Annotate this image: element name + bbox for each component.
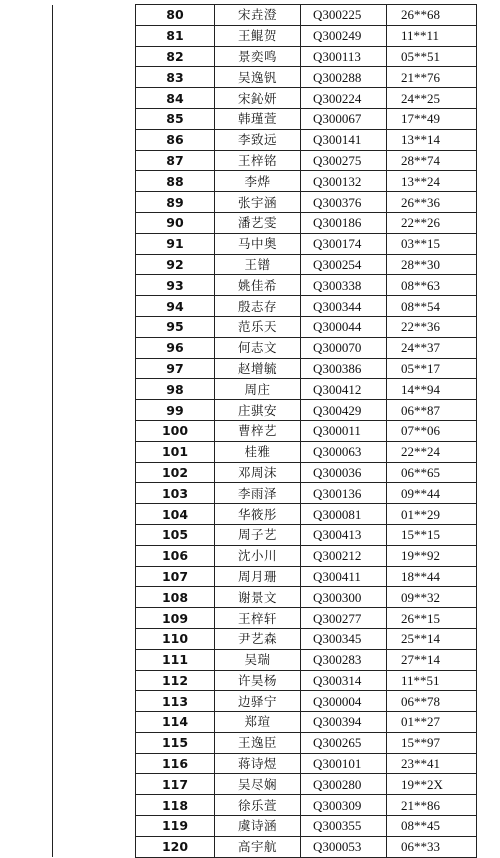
student-code-cell: Q300136 <box>301 483 387 504</box>
table-row <box>53 358 477 379</box>
table-row <box>53 670 477 691</box>
masked-id-cell: 18**44 <box>387 566 477 587</box>
table-row <box>53 836 477 857</box>
student-name-cell: 蒋诗煜 <box>215 753 301 774</box>
student-name-cell: 韩瑾萱 <box>215 108 301 129</box>
table-row <box>53 504 477 525</box>
student-name-cell: 李雨泽 <box>215 483 301 504</box>
student-code-cell: Q300386 <box>301 358 387 379</box>
student-name-cell: 虞诗涵 <box>215 816 301 837</box>
student-code-cell: Q300355 <box>301 816 387 837</box>
table-row <box>53 712 477 733</box>
blank-cell <box>53 192 136 213</box>
masked-id-cell: 17**49 <box>387 108 477 129</box>
blank-cell <box>53 67 136 88</box>
table-row <box>53 483 477 504</box>
student-name-cell: 王梓铭 <box>215 150 301 171</box>
masked-id-cell: 01**29 <box>387 504 477 525</box>
blank-cell <box>53 462 136 483</box>
student-code-cell: Q300314 <box>301 670 387 691</box>
masked-id-cell: 23**41 <box>387 753 477 774</box>
masked-id-cell: 21**76 <box>387 67 477 88</box>
row-number-cell: 108 <box>136 587 215 608</box>
masked-id-cell: 06**87 <box>387 400 477 421</box>
blank-cell <box>53 504 136 525</box>
row-number-cell: 104 <box>136 504 215 525</box>
blank-cell <box>53 129 136 150</box>
student-name-cell: 郑瑄 <box>215 712 301 733</box>
student-code-cell: Q300225 <box>301 5 387 26</box>
table-row <box>53 337 477 358</box>
blank-cell <box>53 358 136 379</box>
masked-id-cell: 11**11 <box>387 25 477 46</box>
student-code-cell: Q300113 <box>301 46 387 67</box>
blank-cell <box>53 400 136 421</box>
student-name-cell: 王鲲贺 <box>215 25 301 46</box>
blank-cell <box>53 712 136 733</box>
row-number-cell: 81 <box>136 25 215 46</box>
masked-id-cell: 11**51 <box>387 670 477 691</box>
blank-cell <box>53 670 136 691</box>
student-list-table <box>52 4 477 858</box>
student-code-cell: Q300224 <box>301 88 387 109</box>
blank-cell <box>53 795 136 816</box>
table-row <box>53 691 477 712</box>
row-number-cell: 95 <box>136 316 215 337</box>
row-number-cell: 80 <box>136 5 215 26</box>
blank-cell <box>53 337 136 358</box>
student-name-cell: 潘艺雯 <box>215 212 301 233</box>
blank-cell <box>53 774 136 795</box>
student-code-cell: Q300044 <box>301 316 387 337</box>
masked-id-cell: 28**74 <box>387 150 477 171</box>
student-name-cell: 邓周沫 <box>215 462 301 483</box>
student-name-cell: 赵增毓 <box>215 358 301 379</box>
masked-id-cell: 19**2X <box>387 774 477 795</box>
student-code-cell: Q300141 <box>301 129 387 150</box>
masked-id-cell: 26**36 <box>387 192 477 213</box>
student-code-cell: Q300288 <box>301 67 387 88</box>
blank-cell <box>53 545 136 566</box>
table-row <box>53 233 477 254</box>
blank-cell <box>53 316 136 337</box>
masked-id-cell: 06**78 <box>387 691 477 712</box>
row-number-cell: 99 <box>136 400 215 421</box>
student-code-cell: Q300063 <box>301 441 387 462</box>
table-row <box>53 5 477 26</box>
row-number-cell: 97 <box>136 358 215 379</box>
row-number-cell: 90 <box>136 212 215 233</box>
masked-id-cell: 06**33 <box>387 836 477 857</box>
blank-cell <box>53 628 136 649</box>
masked-id-cell: 01**27 <box>387 712 477 733</box>
blank-cell <box>53 88 136 109</box>
masked-id-cell: 15**15 <box>387 524 477 545</box>
table-row <box>53 462 477 483</box>
table-row <box>53 275 477 296</box>
student-code-cell: Q300067 <box>301 108 387 129</box>
table-row <box>53 420 477 441</box>
table-row <box>53 732 477 753</box>
blank-cell <box>53 379 136 400</box>
table-row <box>53 150 477 171</box>
table-row <box>53 67 477 88</box>
student-name-cell: 张宇涵 <box>215 192 301 213</box>
student-name-cell: 徐乐萱 <box>215 795 301 816</box>
student-name-cell: 王逸臣 <box>215 732 301 753</box>
row-number-cell: 115 <box>136 732 215 753</box>
blank-cell <box>53 212 136 233</box>
student-name-cell: 边驿宁 <box>215 691 301 712</box>
blank-cell <box>53 524 136 545</box>
row-number-cell: 113 <box>136 691 215 712</box>
student-name-cell: 范乐天 <box>215 316 301 337</box>
table-row <box>53 379 477 400</box>
table-row <box>53 88 477 109</box>
student-code-cell: Q300309 <box>301 795 387 816</box>
blank-cell <box>53 420 136 441</box>
masked-id-cell: 08**63 <box>387 275 477 296</box>
table-row <box>53 129 477 150</box>
blank-cell <box>53 753 136 774</box>
table-row <box>53 545 477 566</box>
row-number-cell: 101 <box>136 441 215 462</box>
blank-cell <box>53 233 136 254</box>
student-code-cell: Q300265 <box>301 732 387 753</box>
row-number-cell: 119 <box>136 816 215 837</box>
table-row <box>53 171 477 192</box>
student-code-cell: Q300174 <box>301 233 387 254</box>
table-row <box>53 441 477 462</box>
student-name-cell: 吴尽娴 <box>215 774 301 795</box>
masked-id-cell: 05**17 <box>387 358 477 379</box>
masked-id-cell: 21**86 <box>387 795 477 816</box>
student-name-cell: 高宇航 <box>215 836 301 857</box>
masked-id-cell: 03**15 <box>387 233 477 254</box>
row-number-cell: 93 <box>136 275 215 296</box>
student-name-cell: 华筱彤 <box>215 504 301 525</box>
masked-id-cell: 28**30 <box>387 254 477 275</box>
row-number-cell: 89 <box>136 192 215 213</box>
blank-cell <box>53 108 136 129</box>
table-row <box>53 316 477 337</box>
student-name-cell: 马中奥 <box>215 233 301 254</box>
student-name-cell: 宋鈊妍 <box>215 88 301 109</box>
table-row <box>53 795 477 816</box>
row-number-cell: 118 <box>136 795 215 816</box>
row-number-cell: 120 <box>136 836 215 857</box>
table-row <box>53 753 477 774</box>
masked-id-cell: 26**68 <box>387 5 477 26</box>
student-code-cell: Q300344 <box>301 296 387 317</box>
student-name-cell: 王镨 <box>215 254 301 275</box>
row-number-cell: 105 <box>136 524 215 545</box>
student-code-cell: Q300053 <box>301 836 387 857</box>
row-number-cell: 85 <box>136 108 215 129</box>
student-name-cell: 沈小川 <box>215 545 301 566</box>
student-name-cell: 王梓轩 <box>215 608 301 629</box>
student-code-cell: Q300081 <box>301 504 387 525</box>
masked-id-cell: 24**25 <box>387 88 477 109</box>
table-row <box>53 608 477 629</box>
row-number-cell: 91 <box>136 233 215 254</box>
row-number-cell: 107 <box>136 566 215 587</box>
row-number-cell: 87 <box>136 150 215 171</box>
student-name-cell: 宋垚澄 <box>215 5 301 26</box>
table-row <box>53 566 477 587</box>
row-number-cell: 117 <box>136 774 215 795</box>
student-code-cell: Q300070 <box>301 337 387 358</box>
table-row <box>53 628 477 649</box>
student-name-cell: 姚佳希 <box>215 275 301 296</box>
student-name-cell: 何志文 <box>215 337 301 358</box>
student-name-cell: 吴瑞 <box>215 649 301 670</box>
masked-id-cell: 19**92 <box>387 545 477 566</box>
blank-cell <box>53 816 136 837</box>
student-code-cell: Q300412 <box>301 379 387 400</box>
student-name-cell: 周月珊 <box>215 566 301 587</box>
student-code-cell: Q300275 <box>301 150 387 171</box>
table-row <box>53 400 477 421</box>
table-row <box>53 816 477 837</box>
student-name-cell: 谢景文 <box>215 587 301 608</box>
student-code-cell: Q300249 <box>301 25 387 46</box>
blank-cell <box>53 25 136 46</box>
row-number-cell: 82 <box>136 46 215 67</box>
student-name-cell: 殷志存 <box>215 296 301 317</box>
table-row <box>53 108 477 129</box>
student-code-cell: Q300132 <box>301 171 387 192</box>
masked-id-cell: 06**65 <box>387 462 477 483</box>
masked-id-cell: 24**37 <box>387 337 477 358</box>
student-name-cell: 庄骐安 <box>215 400 301 421</box>
blank-cell <box>53 150 136 171</box>
masked-id-cell: 22**36 <box>387 316 477 337</box>
row-number-cell: 86 <box>136 129 215 150</box>
row-number-cell: 103 <box>136 483 215 504</box>
table-body <box>53 5 477 858</box>
student-name-cell: 李烨 <box>215 171 301 192</box>
row-number-cell: 100 <box>136 420 215 441</box>
student-name-cell: 周庄 <box>215 379 301 400</box>
row-number-cell: 94 <box>136 296 215 317</box>
student-code-cell: Q300254 <box>301 254 387 275</box>
student-name-cell: 景奕鸣 <box>215 46 301 67</box>
blank-cell <box>53 732 136 753</box>
row-number-cell: 116 <box>136 753 215 774</box>
blank-cell <box>53 296 136 317</box>
student-code-cell: Q300429 <box>301 400 387 421</box>
student-name-cell: 吴逸钒 <box>215 67 301 88</box>
masked-id-cell: 13**24 <box>387 171 477 192</box>
row-number-cell: 96 <box>136 337 215 358</box>
masked-id-cell: 07**06 <box>387 420 477 441</box>
student-code-cell: Q300338 <box>301 275 387 296</box>
student-code-cell: Q300011 <box>301 420 387 441</box>
masked-id-cell: 22**26 <box>387 212 477 233</box>
blank-cell <box>53 587 136 608</box>
student-name-cell: 曹梓艺 <box>215 420 301 441</box>
row-number-cell: 84 <box>136 88 215 109</box>
table-row <box>53 649 477 670</box>
table-row <box>53 212 477 233</box>
masked-id-cell: 08**45 <box>387 816 477 837</box>
masked-id-cell: 26**15 <box>387 608 477 629</box>
masked-id-cell: 15**97 <box>387 732 477 753</box>
blank-cell <box>53 441 136 462</box>
masked-id-cell: 09**32 <box>387 587 477 608</box>
row-number-cell: 98 <box>136 379 215 400</box>
row-number-cell: 88 <box>136 171 215 192</box>
blank-cell <box>53 836 136 857</box>
student-code-cell: Q300212 <box>301 545 387 566</box>
masked-id-cell: 14**94 <box>387 379 477 400</box>
row-number-cell: 114 <box>136 712 215 733</box>
blank-cell <box>53 649 136 670</box>
table-row <box>53 254 477 275</box>
blank-cell <box>53 46 136 67</box>
table-row <box>53 46 477 67</box>
blank-cell <box>53 254 136 275</box>
row-number-cell: 106 <box>136 545 215 566</box>
table-row <box>53 296 477 317</box>
masked-id-cell: 22**24 <box>387 441 477 462</box>
student-code-cell: Q300394 <box>301 712 387 733</box>
row-number-cell: 111 <box>136 649 215 670</box>
row-number-cell: 92 <box>136 254 215 275</box>
table-row <box>53 25 477 46</box>
student-name-cell: 桂雅 <box>215 441 301 462</box>
masked-id-cell: 25**14 <box>387 628 477 649</box>
blank-cell <box>53 275 136 296</box>
blank-cell <box>53 566 136 587</box>
student-name-cell: 周子艺 <box>215 524 301 545</box>
row-number-cell: 112 <box>136 670 215 691</box>
masked-id-cell: 13**14 <box>387 129 477 150</box>
blank-cell <box>53 691 136 712</box>
student-code-cell: Q300413 <box>301 524 387 545</box>
blank-cell <box>53 171 136 192</box>
student-code-cell: Q300186 <box>301 212 387 233</box>
student-code-cell: Q300283 <box>301 649 387 670</box>
blank-cell <box>53 5 136 26</box>
student-code-cell: Q300280 <box>301 774 387 795</box>
masked-id-cell: 09**44 <box>387 483 477 504</box>
table-row <box>53 587 477 608</box>
student-code-cell: Q300004 <box>301 691 387 712</box>
student-name-cell: 李致远 <box>215 129 301 150</box>
blank-cell <box>53 483 136 504</box>
row-number-cell: 110 <box>136 628 215 649</box>
student-code-cell: Q300411 <box>301 566 387 587</box>
student-code-cell: Q300277 <box>301 608 387 629</box>
student-code-cell: Q300345 <box>301 628 387 649</box>
row-number-cell: 109 <box>136 608 215 629</box>
student-name-cell: 尹艺森 <box>215 628 301 649</box>
table-row <box>53 192 477 213</box>
table-row <box>53 774 477 795</box>
masked-id-cell: 05**51 <box>387 46 477 67</box>
student-code-cell: Q300376 <box>301 192 387 213</box>
table-row <box>53 524 477 545</box>
student-code-cell: Q300036 <box>301 462 387 483</box>
student-code-cell: Q300300 <box>301 587 387 608</box>
masked-id-cell: 08**54 <box>387 296 477 317</box>
row-number-cell: 83 <box>136 67 215 88</box>
masked-id-cell: 27**14 <box>387 649 477 670</box>
student-code-cell: Q300101 <box>301 753 387 774</box>
student-name-cell: 许昊杨 <box>215 670 301 691</box>
blank-cell <box>53 608 136 629</box>
row-number-cell: 102 <box>136 462 215 483</box>
